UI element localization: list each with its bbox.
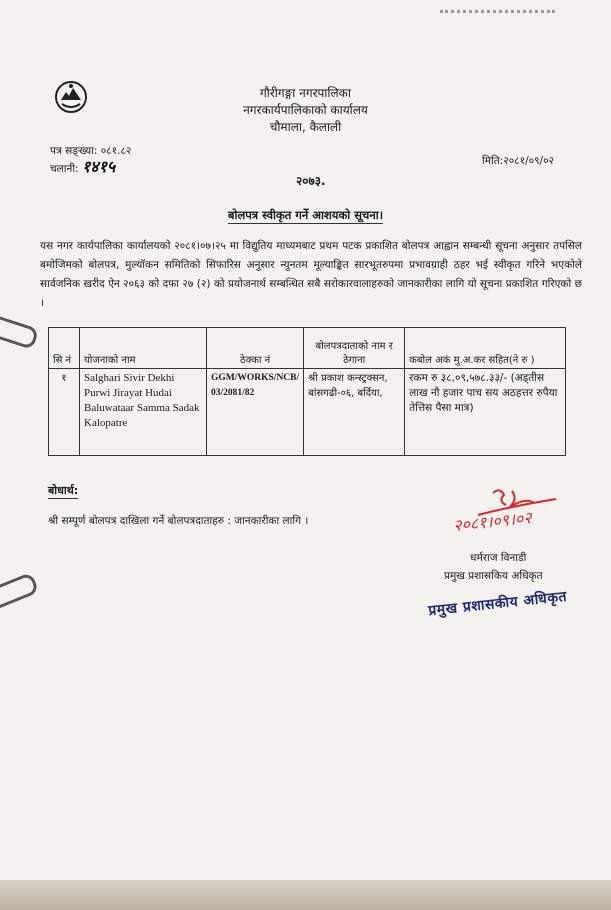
- notice-subject: [0, 208, 611, 223]
- establishment-year: २०७३.: [296, 174, 326, 188]
- letter-number: पत्र सङ्ख्या: ०८१.८२: [50, 145, 132, 157]
- official-stamp: प्रमुख प्रशासकीय अधिकृत: [427, 588, 568, 620]
- municipality-name: गौरीगङ्गा नगरपालिका: [260, 86, 351, 100]
- row-contract: GGM/WORKS/NCB/ 03/2081/82: [207, 369, 304, 456]
- table-header-row: [49, 328, 566, 369]
- dispatch-line: [50, 159, 131, 177]
- row-project: Salghari Sivir Dekhi Purwi Jirayat Hudai Baluwataar Samma Sadak Kalopatre: [80, 369, 207, 456]
- signatory-title: प्रमुख प्रशासकिय अधिकृत: [444, 570, 543, 582]
- col-contract: ठेक्का नं: [207, 328, 304, 369]
- row-sn: १: [49, 369, 80, 456]
- row-amount: रकम रु ३८,०९,५७८.३३/- (अड्तीस लाख नौ हजार पाच सय अठहत्तर रुपैया तेत्तिस पैसा मात्र): [405, 369, 566, 456]
- col-bidder: बोलपत्रदाताको नाम र ठेगाना: [304, 328, 405, 369]
- page-bottom-edge: [0, 880, 611, 910]
- dispatch-label: चलानी:: [50, 163, 79, 175]
- binder-ring-bottom: [0, 572, 40, 609]
- office-location: चौमाला, कैलाली: [269, 120, 342, 134]
- col-project: योजनाको नाम: [80, 328, 207, 369]
- col-amount: कबोल अकं मु.अ.कर सहित(ने रु ): [405, 328, 566, 369]
- reference-block: [50, 143, 131, 177]
- binder-ring-top: [0, 316, 39, 350]
- office-name: नगरकार्यपालिकाको कार्यालय: [243, 103, 368, 117]
- cc-heading: बोधार्थ:: [48, 484, 79, 497]
- col-sn: सि नं: [49, 328, 80, 369]
- notice-body: यस नगर कार्यपालिका कार्यालयको २०८१।०७।२५ मा विद्युतिय माध्यमबाट प्रथम पटक प्रकाशित बोलपत्र आह्वान सम्बन्धी सूचना अनुसार तपसिल बमोजिमको बोलपत्र, मुल्यॉकन समितिको सिफारिस अनुसार न्युनतम मूल्याङ्कित सारभूतरुपमा प्रभावग्राही ठहर भई स्वीकृत गरिने भएकोले सार्वजनिक खरीद ऐन २०६३ को दफा २७ (२) को प्रयोजनार्थ सम्बन्धित सबै सरोकारवालाहरुको जानकारीका लागि यो सूचना प्रकाशित गरिएको छ ।: [40, 240, 582, 309]
- subject-text: बोलपत्र स्वीकृत गर्ने आशयको सूचना।: [227, 208, 384, 222]
- signature-date: २०८१।०९।०२: [452, 507, 533, 536]
- office-header: [0, 85, 611, 136]
- top-edge-mark: [440, 10, 555, 21]
- table-row: [49, 369, 566, 456]
- cc-text: श्री सम्पूर्ण बोलपत्र दाखिला गर्ने बोलपत्रदाताहरु : जानकारीका लागि ।: [48, 515, 309, 527]
- document-date: मिति:२०८१/०९/०२: [482, 155, 554, 167]
- signatory-name: धर्मराज विनाडी: [470, 552, 527, 564]
- row-bidder: श्री प्रकाश कन्स्ट्रक्सन, बांसगढी-०६, बर्दिया,: [304, 369, 405, 456]
- dispatch-number: १४१५: [81, 157, 116, 176]
- bid-table: [48, 327, 566, 456]
